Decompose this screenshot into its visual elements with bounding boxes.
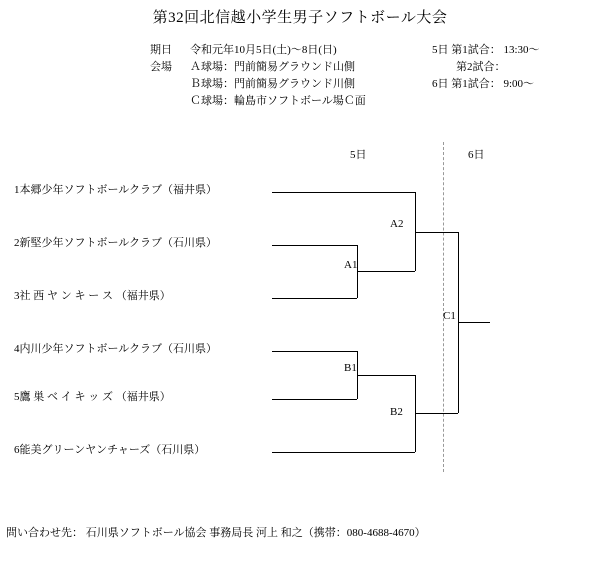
match-schedule xyxy=(432,42,540,93)
schedule-text-1: 第1試合： 13:30～ xyxy=(451,44,540,56)
day-header-5: 5日 xyxy=(350,149,367,161)
event-venue-label: 会場 xyxy=(150,61,172,73)
team-entry-4 xyxy=(14,340,217,356)
team-number-6: 6 xyxy=(14,444,20,456)
bracket-line-a2-out xyxy=(415,232,458,233)
team-name-5: 鷹 巣 ベ イ キ ッ ズ （福井県） xyxy=(19,391,171,403)
schedule-text-3: 第1試合： 9:00～ xyxy=(451,78,535,90)
node-label-a2: A2 xyxy=(390,218,404,230)
event-date-label: 期日 xyxy=(150,44,172,56)
schedule-row-3 xyxy=(432,76,540,93)
team-entry-6 xyxy=(14,441,205,457)
bracket-line-b2-out xyxy=(415,413,458,414)
bracket-line-team4 xyxy=(272,351,357,352)
bracket-line-team6 xyxy=(272,452,415,453)
venue-b: Ｂ球場：門前簡易グラウンド川側 xyxy=(190,78,355,90)
team-number-5: 5 xyxy=(14,391,20,403)
page-title: 第32回北信越小学生男子ソフトボール大会 xyxy=(152,10,448,26)
bracket-line-team2 xyxy=(272,245,357,246)
schedule-day-3: 6日 xyxy=(432,78,449,90)
venue-c: Ｃ球場：輪島市ソフトボール場Ｃ面 xyxy=(190,95,366,107)
schedule-row-1 xyxy=(432,42,540,59)
node-label-b1: B1 xyxy=(344,362,357,374)
team-entry-5 xyxy=(14,388,171,404)
schedule-day-1: 5日 xyxy=(432,44,449,56)
event-date-value: 令和元年10月5日(土)～8日(日) xyxy=(190,44,337,56)
team-entry-1 xyxy=(14,181,217,197)
bracket-line-team1 xyxy=(272,192,415,193)
team-name-1: 本郷少年ソフトボールクラブ（福井県） xyxy=(19,184,218,196)
schedule-row-2 xyxy=(432,59,540,76)
team-number-3: 3 xyxy=(14,290,20,302)
day-separator xyxy=(443,142,444,472)
team-name-6: 能美グリーンヤンチャーズ（石川県） xyxy=(19,444,206,456)
bracket-line-b1-out xyxy=(357,375,415,376)
team-name-2: 新堅少年ソフトボールクラブ（石川県） xyxy=(19,237,218,249)
team-entry-2 xyxy=(14,234,217,250)
contact-footer: 問い合わせ先： 石川県ソフトボール協会 事務局長 河上 和之（携帯：080-4688-4670） xyxy=(6,527,426,539)
event-date-row xyxy=(150,42,366,59)
team-number-4: 4 xyxy=(14,343,20,355)
bracket-line-team3 xyxy=(272,298,357,299)
node-label-a1: A1 xyxy=(344,259,358,271)
venue-a: Ａ球場：門前簡易グラウンド山側 xyxy=(190,61,355,73)
team-number-2: 2 xyxy=(14,237,20,249)
bracket-line-a1-out xyxy=(357,271,415,272)
day-header-6: 6日 xyxy=(468,149,485,161)
team-number-1: 1 xyxy=(14,184,20,196)
node-label-c1: C1 xyxy=(443,310,456,322)
team-name-4: 内川少年ソフトボールクラブ（石川県） xyxy=(19,343,218,355)
bracket-line-team5 xyxy=(272,399,357,400)
bracket-line-c1-out xyxy=(458,322,490,323)
team-entry-3 xyxy=(14,287,171,303)
schedule-text-2: 第2試合： xyxy=(456,61,506,73)
event-venue-row xyxy=(150,59,366,110)
node-label-b2: B2 xyxy=(390,406,403,418)
event-info xyxy=(150,42,366,110)
team-name-3: 社 西 ヤ ン キ ー ス （福井県） xyxy=(19,290,171,302)
